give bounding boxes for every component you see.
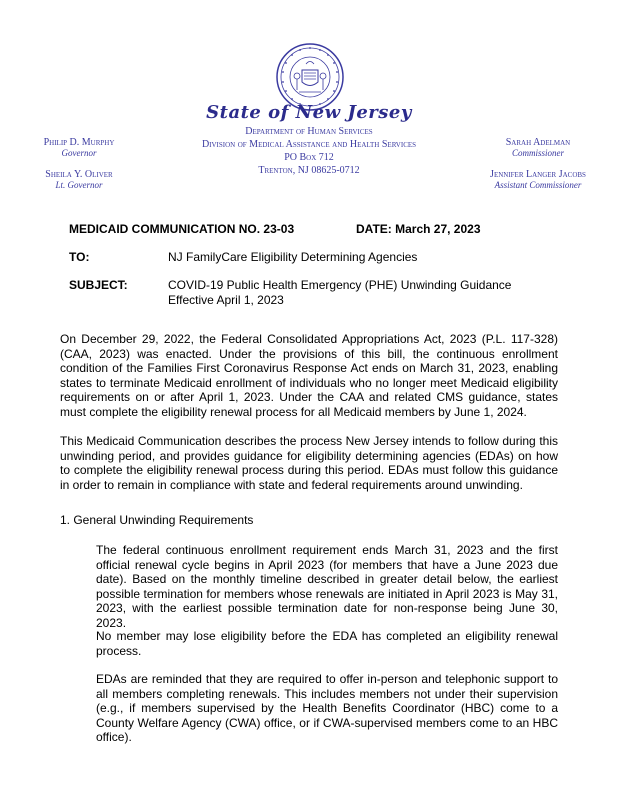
to-label: TO:: [69, 250, 90, 264]
communication-number: MEDICAID COMMUNICATION NO. 23-03: [69, 222, 295, 236]
department-name: Department of Human Services: [245, 126, 373, 137]
intro-paragraph: On December 29, 2022, the Federal Consolidated Appropriations Act, 2023 (P.L. 117-328) (CAA, 2023) was enacted. Under the provisions of this bill, the continuous enrollment condition of the Families First Coronavirus Response Act ends on March 31, 2023, enabling states to terminate Medicaid enrollment of individuals who no longer meet Medicaid eligibility requirements on or after April 1, 2023. Under the CAA and related CMS guidance, states must complete the eligibility renewal process for all Medicaid members by June 1, 2024.: [60, 332, 558, 419]
division-name: Division of Medical Assistance and Health Services: [201, 139, 417, 150]
commissioner-title: Commissioner: [511, 148, 564, 158]
communication-date: DATE: March 27, 2023: [356, 222, 481, 236]
department-officials: [470, 137, 606, 191]
governor-name: Philip D. Murphy: [43, 137, 115, 148]
section-1-paragraph-1: The federal continuous enrollment requirement ends March 31, 2023 and the first official renewal cycle begins in April 2023 (for members that have a June 2023 due date). Based on the monthly timeline described in greater detail below, the earliest possible termination for members whose renewals are initiated in April 2023 is May 31, 2023, with the earliest possible termination date for non-response being June 30, 2023.: [96, 543, 558, 630]
state-officials: [24, 137, 134, 191]
section-1-paragraph-3: EDAs are reminded that they are required to offer in-person and telephonic support to all members completing renewals. This includes members not under their supervision (e.g., if members supervised by the Health Benefits Coordinator (HBC) come to a County Welfare Agency (CWA) office, or if CWA-supervised members come to an HBC office).: [96, 672, 558, 744]
lt-governor-title: Lt. Governor: [55, 180, 103, 190]
purpose-paragraph: This Medicaid Communication describes the process New Jersey intends to follow during this unwinding period, and provides guidance for eligibility determining agencies (EDAs) on how to complete the eligibility renewal process during this period. EDAs must follow this guidance in order to remain in compliance with state and federal requirements around unwinding.: [60, 434, 558, 492]
commissioner-name: Sarah Adelman: [505, 137, 571, 148]
assistant-commissioner-title: Assistant Commissioner: [494, 180, 582, 190]
governor-title: Governor: [61, 148, 97, 158]
lt-governor-name: Sheila Y. Oliver: [45, 169, 113, 180]
section-1-heading: 1. General Unwinding Requirements: [60, 513, 254, 527]
city-zip: Trenton, NJ 08625-0712: [258, 165, 360, 176]
po-box: PO Box 712: [284, 152, 334, 163]
to-value: NJ FamilyCare Eligibility Determining Agencies: [168, 250, 418, 264]
assistant-commissioner-name: Jennifer Langer Jacobs: [490, 169, 586, 180]
section-1-paragraph-2: No member may lose eligibility before the EDA has completed an eligibility renewal process.: [96, 629, 558, 658]
subject-line-2: Effective April 1, 2023: [168, 293, 284, 307]
state-name: State of New Jersey: [206, 102, 412, 123]
subject-line-1: COVID-19 Public Health Emergency (PHE) Unwinding Guidance: [168, 278, 512, 292]
subject-label: SUBJECT:: [69, 278, 128, 292]
department-address: [150, 125, 468, 177]
